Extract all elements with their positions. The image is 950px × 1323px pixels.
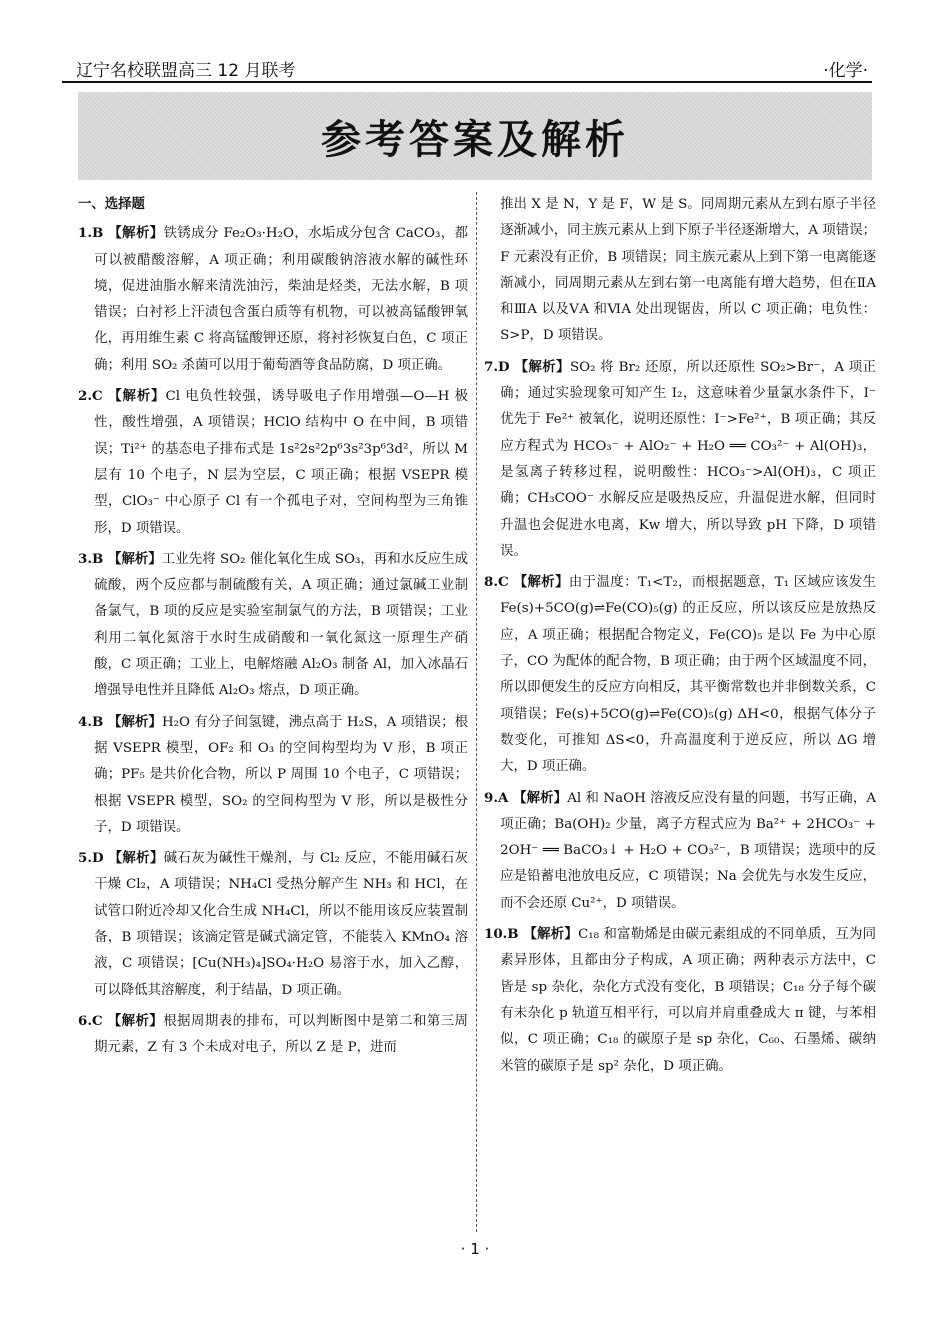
answer-explanation: 由于温度：T₁<T₂，而根据题意，T₁ 区域应该发生 Fe(s)+5CO(g)⇌Fe(CO)₅(g) 的正反应，所以该反应是放热反应，A 项正确；根据配合物定义，Fe(CO)₅ 是以 Fe 为中心原子，CO 为配体的配合物，B 项正确；由于两个区域温度不同，所以即便发生的反应方向相反，其平衡常数也并非倒数关系，C 项错误；Fe(s)+5CO(g)⇌Fe(CO)₅(g) ΔH<0，根据气体分子数变化，可推知 ΔS<0，升高温度利于逆反应，所以 ΔG 增大，D 项正确。 [500, 575, 876, 775]
answer-label: 1.B 【解析】 [78, 225, 164, 242]
answer-explanation: 碱石灰为碱性干燥剂，与 Cl₂ 反应，不能用碱石灰干燥 Cl₂，A 项错误；NH₄Cl 受热分解产生 NH₃ 和 HCl，在试管口附近冷却又化合生成 NH₄Cl，所以不能用该反应装置制备，B 项错误；该滴定管是碱式滴定管，不能装入 KMnO₄ 溶液，C 项错误；[Cu(NH₃)₄]SO₄·H₂O 易溶于水，加入乙醇，可以降低其溶解度，利于结晶，D 项正确。 [94, 851, 468, 998]
answer-item-5 [78, 845, 468, 1004]
answer-item-9 [484, 785, 876, 917]
subject-label: ·化学· [823, 61, 868, 81]
answer-label: 6.C 【解析】 [78, 1012, 164, 1029]
column-divider [476, 192, 477, 1232]
answer-label: 2.C 【解析】 [78, 388, 166, 405]
answer-item-6 [78, 1008, 468, 1062]
section-title: 一、选择题 [78, 197, 145, 212]
answer-explanation: 铁锈成分 Fe₂O₃·H₂O，水垢成分包含 CaCO₃，都可以被醋酸溶解，A 项正确；利用碳酸钠溶液水解的碱性环境，促进油脂水解来清洗油污，柴油是烃类，无法水解，B 项错误；白衬衫上汗渍包含蛋白质等有机物，可以被高锰酸钾氧化，再用维生素 C 将高锰酸钾还原，将衬衫恢复白色，C 项正确；利用 SO₂ 杀菌可以用于葡萄酒等食品防腐，D 项正确。 [94, 226, 469, 373]
answer-label: 10.B 【解析】 [484, 926, 579, 943]
answer-explanation: SO₂ 将 Br₂ 还原，所以还原性 SO₂>Br⁻，A 项正确；通过实验现象可知产生 I₂，这意味着少量氯水条件下，I⁻ 优先于 Fe²⁺ 被氧化，说明还原性：I⁻>Fe²⁺，B 项正确；其反应方程式为 HCO₃⁻ + AlO₂⁻ + H₂O ══ CO₃²⁻ + Al(OH)₃，是氢离子转移过程，说明酸性：HCO₃⁻>Al(OH)₃，C 项正确；CH₃COO⁻ 水解反应是吸热反应，升温促进水解，但同时升温也会促进水电离，Kw 增大，所以导致 pH 下降，D 项错误。 [500, 359, 876, 559]
answer-explanation: 推出 X 是 N，Y 是 F，W 是 S。同周期元素从左到右原子半径逐渐减小，同主族元素从上到下原子半径逐渐增大，A 项错误；F 元素没有正价，B 项错误；同主族元素从上到下第一电离能逐渐减小，同周期元素从左到右第一电离能有增大趋势，但在ⅡA 和ⅢA 以及ⅤA 和ⅥA 处出现锯齿，所以 C 项正确；电负性：S>P，D 项错误。 [500, 197, 876, 344]
answer-explanation: H₂O 有分子间氢键，沸点高于 H₂S，A 项错误；根据 VSEPR 模型，OF₂ 和 O₃ 的空间构型均为 V 形，B 项正确；PF₅ 是共价化合物，所以 P 周围 10 个电子，C 项错误；根据 VSEPR 模型，SO₂ 的空间构型为 V 形，所以是极性分子，D 项错误。 [94, 714, 468, 835]
page-header [62, 52, 872, 82]
answer-label: 9.A 【解析】 [484, 789, 568, 806]
answer-item-1 [78, 220, 468, 379]
header-rule [62, 81, 872, 83]
answer-label: 3.B 【解析】 [78, 550, 162, 567]
answer-label: 4.B 【解析】 [78, 713, 162, 730]
answer-item-10 [484, 921, 876, 1080]
answer-explanation: Cl 电负性较强，诱导吸电子作用增强—O—H 极性，酸性增强，A 项错误；HClO 结构中 O 在中间，B 项错误；Ti²⁺ 的基态电子排布式是 1s²2s²2p⁶3s²3p⁶3d²，所以 M 层有 10 个电子，N 层为空层，C 项正确；根据 VSEPR 模型，ClO₃⁻ 中心原子 Cl 有一个孤电子对，空间构型为三角锥形，D 项错误。 [94, 389, 468, 536]
answer-item-6-continued [484, 192, 876, 350]
answer-label: 8.C 【解析】 [484, 574, 569, 591]
right-column [484, 192, 876, 1084]
answer-item-4 [78, 709, 468, 841]
title-banner [78, 92, 872, 180]
page-title: 参考答案及解析 [321, 116, 629, 163]
answer-explanation: Al 和 NaOH 溶液反应没有量的问题，书写正确，A 项正确；Ba(OH)₂ 少量，离子方程式应为 Ba²⁺ + 2HCO₃⁻ + 2OH⁻ ══ BaCO₃↓ + H₂O + CO₃²⁻，B 项错误；选项中的反应是铅蓄电池放电反应，C 项错误；Na 会优先与水发生反应，而不会还原 Cu²⁺，D 项错误。 [500, 790, 877, 911]
answer-label: 7.D 【解析】 [484, 358, 570, 375]
answer-explanation: 根据周期表的排布，可以判断图中是第二和第三周期元素，Z 有 3 个未成对电子，所以 Z 是 P，进而 [94, 1013, 468, 1056]
exam-title: 辽宁名校联盟高三 12 月联考 [76, 61, 296, 81]
left-column [78, 192, 468, 1066]
answer-item-7 [484, 354, 876, 565]
answer-label: 5.D 【解析】 [78, 850, 164, 867]
answer-explanation: 工业先将 SO₂ 催化氧化生成 SO₃，再和水反应生成硫酸，两个反应都与制硫酸有关，A 项正确；通过氯碱工业制备氯气，B 项的反应是实验室制氯气的方法，B 项错误；工业利用二氧化氮溶于水时生成硝酸和一氧化氮这一原理生产硝酸，C 项正确；工业上，电解熔融 Al₂O₃ 制备 Al，加入冰晶石增强导电性并且降低 Al₂O₃ 熔点，D 项正确。 [94, 551, 468, 699]
answer-item-2 [78, 383, 468, 542]
page-number: · 1 · [460, 1240, 490, 1258]
answer-item-3 [78, 546, 468, 705]
answer-item-8 [484, 569, 876, 780]
answer-explanation: C₁₈ 和富勒烯是由碳元素组成的不同单质，互为同素异形体，且都由分子构成，A 项正确；两种表示方法中，C 皆是 sp 杂化，杂化方式没有变化，B 项错误；C₁₈ 分子每个碳有未杂化 p 轨道互相平行，可以肩并肩重叠成大 π 键，与苯相似，C 项正确；C₁₈ 的碳原子是 sp 杂化，C₆₀、石墨烯、碳纳米管的碳原子是 sp² 杂化，D 项正确。 [500, 927, 876, 1074]
